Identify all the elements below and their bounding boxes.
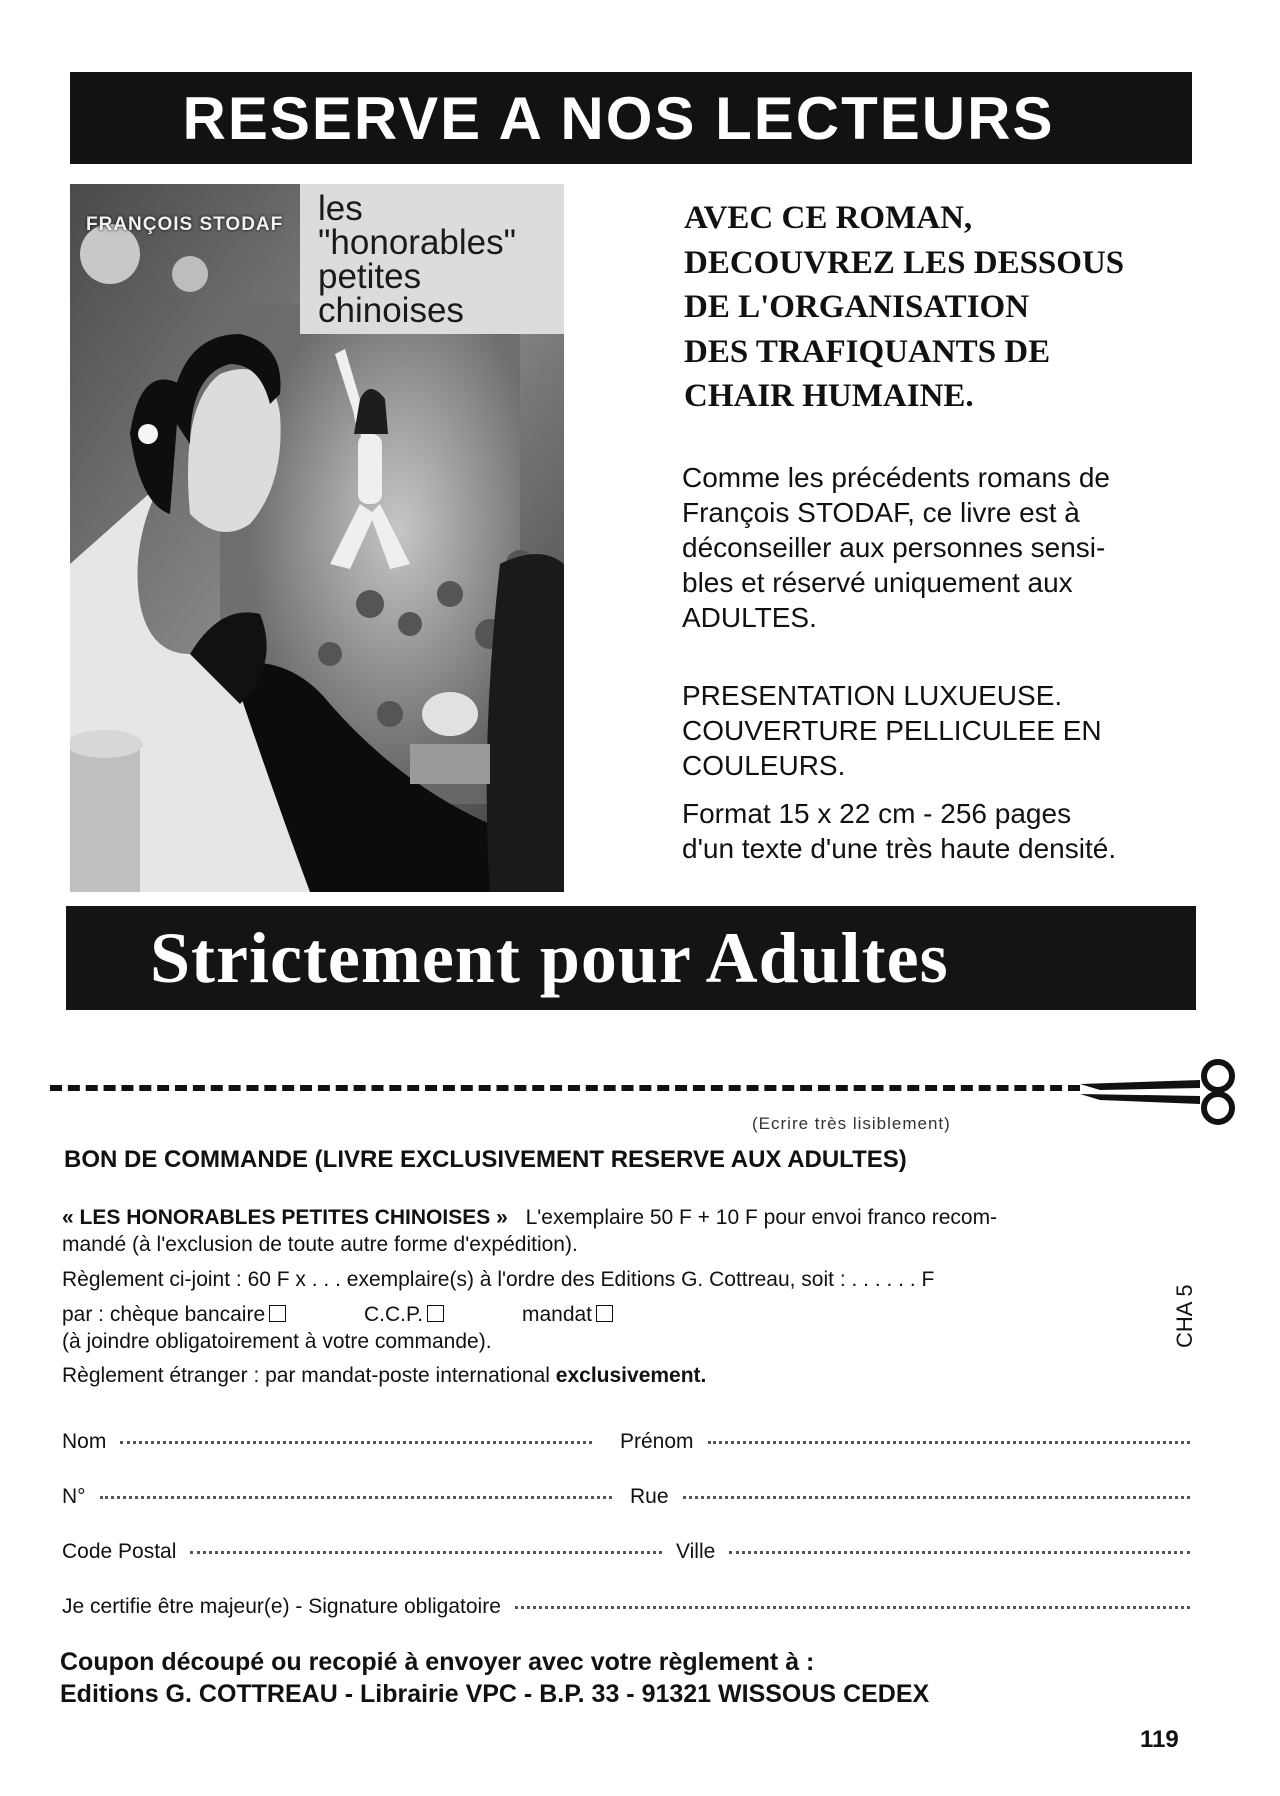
numero-field[interactable]: [62, 1485, 612, 1509]
rue-field[interactable]: [630, 1485, 1190, 1509]
ville-label: Ville: [676, 1540, 716, 1563]
nom-input-line[interactable]: [120, 1440, 592, 1444]
presentation-line: COULEURS.: [682, 750, 846, 781]
foreign-payment-line: [62, 1364, 706, 1388]
cut-line: [50, 1085, 1080, 1091]
code-postal-input-line[interactable]: [190, 1550, 662, 1554]
ccp-checkbox[interactable]: [427, 1305, 444, 1322]
method-note: (à joindre obligatoirement à votre commande).: [62, 1330, 492, 1353]
presentation-paragraph: [682, 678, 1190, 783]
offer-line: [62, 1206, 997, 1230]
rue-label: Rue: [630, 1485, 669, 1508]
ville-input-line[interactable]: [729, 1550, 1190, 1554]
cover-title-line: les: [318, 189, 363, 228]
numero-label: N°: [62, 1485, 86, 1508]
offer-price: L'exemplaire 50 F + 10 F pour envoi franco recom-: [525, 1206, 998, 1229]
method-mandat-label: mandat: [521, 1303, 593, 1326]
footer-line-2: Editions G. COTTREAU - Librairie VPC - B.P. 33 - 91321 WISSOUS CEDEX: [60, 1680, 930, 1708]
scissors-icon: [1080, 1058, 1250, 1128]
top-banner: [70, 72, 1192, 164]
rue-input-line[interactable]: [683, 1495, 1190, 1499]
headline-line: DECOUVREZ LES DESSOUS: [684, 244, 1125, 281]
adult-banner: [66, 906, 1196, 1010]
cover-title-line: "honorables": [318, 223, 517, 262]
signature-field[interactable]: [62, 1595, 1190, 1619]
format-paragraph: [682, 796, 1190, 866]
mandat-checkbox[interactable]: [596, 1305, 613, 1322]
nom-label: Nom: [62, 1430, 107, 1453]
cover-title-line: petites: [318, 257, 422, 296]
banner-title: RESERVE A NOS LECTEURS: [182, 84, 1055, 152]
headline-line: DE L'ORGANISATION: [684, 289, 1030, 325]
format-line: d'un texte d'une très haute densité.: [682, 833, 1117, 864]
payment-line: Règlement ci-joint : 60 F x . . . exemplaire(s) à l'ordre des Editions G. Cottreau, soit : . . . . . . F: [62, 1268, 935, 1291]
cheque-checkbox[interactable]: [269, 1305, 286, 1322]
prenom-input-line[interactable]: [708, 1440, 1190, 1444]
cover-title-line: chinoises: [318, 291, 464, 330]
prenom-label: Prénom: [620, 1430, 694, 1453]
side-code: CHA 5: [1172, 1284, 1197, 1348]
cover-author: FRANÇOIS STODAF: [86, 214, 284, 235]
footer-line-1: Coupon découpé ou recopié à envoyer avec votre règlement à :: [60, 1648, 815, 1676]
offer-title: « LES HONORABLES PETITES CHINOISES »: [62, 1206, 508, 1229]
page-number: 119: [1140, 1726, 1179, 1753]
adult-banner-text: Strictement pour Adultes: [150, 917, 949, 998]
headline-line: DES TRAFIQUANTS DE: [684, 333, 1051, 370]
code-postal-field[interactable]: [62, 1540, 662, 1564]
order-form-title: BON DE COMMANDE (LIVRE EXCLUSIVEMENT RESERVE AUX ADULTES): [64, 1146, 907, 1173]
payment-method-line: [62, 1303, 613, 1327]
headline-line: AVEC CE ROMAN,: [684, 200, 973, 236]
offer-line-cont: mandé (à l'exclusion de toute autre forme d'expédition).: [62, 1233, 578, 1256]
format-line: Format 15 x 22 cm - 256 pages: [682, 798, 1072, 829]
description-line: bles et réservé uniquement aux: [682, 567, 1073, 598]
description-paragraph: [682, 460, 1190, 635]
foreign-payment-bold: exclusivement.: [555, 1364, 707, 1387]
description-line: ADULTES.: [682, 602, 817, 633]
code-postal-label: Code Postal: [62, 1540, 177, 1563]
prenom-field[interactable]: [620, 1430, 1190, 1454]
presentation-line: COUVERTURE PELLICULEE EN: [682, 715, 1102, 746]
headline-line: CHAIR HUMAINE.: [684, 378, 974, 414]
book-cover-illustration: [70, 184, 564, 892]
description-line: François STODAF, ce livre est à: [682, 497, 1080, 528]
method-ccp-label: C.C.P.: [363, 1303, 424, 1326]
foreign-payment-text: Règlement étranger : par mandat-poste international: [62, 1364, 550, 1387]
method-cheque-label: par : chèque bancaire: [62, 1303, 266, 1326]
signature-label: Je certifie être majeur(e) - Signature obligatoire: [62, 1595, 501, 1618]
description-line: déconseiller aux personnes sensi-: [682, 532, 1106, 563]
headline: [684, 196, 1204, 419]
presentation-line: PRESENTATION LUXUEUSE.: [682, 680, 1063, 711]
signature-input-line[interactable]: [515, 1605, 1190, 1609]
ville-field[interactable]: [676, 1540, 1190, 1564]
numero-input-line[interactable]: [100, 1495, 612, 1499]
cover-title: [318, 189, 558, 330]
description-line: Comme les précédents romans de: [682, 462, 1110, 493]
handwriting-note: (Ecrire très lisiblement): [752, 1114, 951, 1133]
nom-field[interactable]: [62, 1430, 592, 1454]
